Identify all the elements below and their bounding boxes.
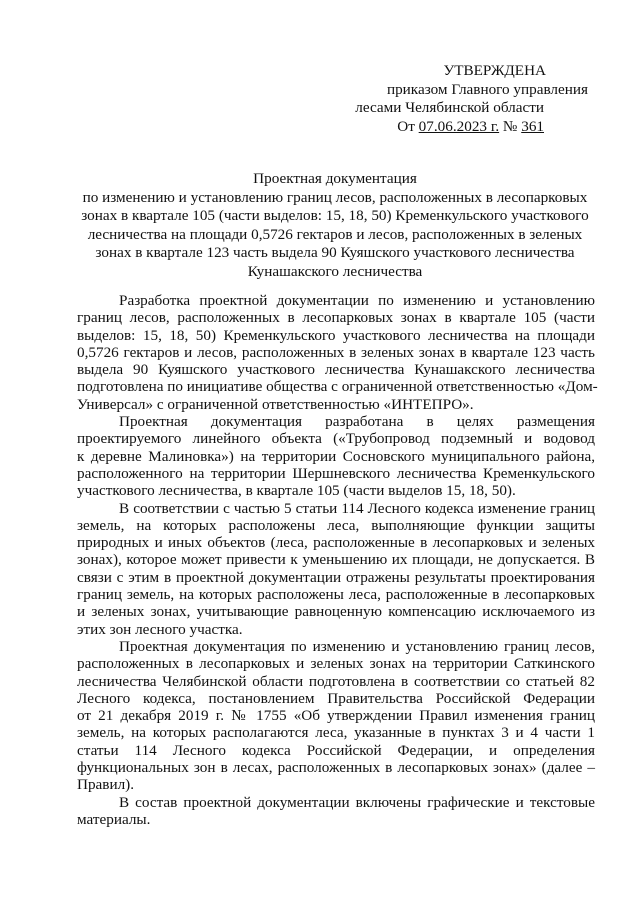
- paragraph-line: Правил).: [77, 776, 135, 794]
- paragraph-line: статьи 114 Лесного кодекса Российской Федерации, и определения: [77, 741, 595, 759]
- title-line: лесничества на площади 0,5726 гектаров и лесов, расположенных в зеленых: [87, 225, 583, 243]
- paragraph-line: Разработка проектной документации по изменению и установлению: [119, 292, 595, 309]
- approval-order-reference: [336, 118, 544, 137]
- title-line: Кунашакского лесничества: [247, 262, 423, 280]
- paragraph-line: участкового лесничества, в квартале 105 (части выделов 15, 18, 50).: [77, 482, 516, 500]
- paragraph-line: этих зон лесного участка.: [77, 620, 243, 638]
- paragraph-line: выделов: 15, 18, 50) Кременкульского участкового лесничества на площади: [77, 326, 595, 344]
- title-line: зонах в квартале 123 часть выдела 90 Куяшского участкового лесничества: [95, 244, 575, 261]
- paragraph-line: лесничества Челябинской области подготовлена в соответствии со статьей 82: [77, 672, 595, 690]
- paragraph-line: функциональных зон в лесах, расположенных в лесопарковых зонах» (далее –: [77, 759, 595, 777]
- paragraph-line: связи с этим в проектной документации отражены результаты проектирования: [77, 568, 595, 586]
- paragraph-line: Универсал» с ограниченной ответственностью «ИНТЕПРО».: [77, 395, 474, 413]
- document-body: [77, 292, 598, 828]
- approval-stamp: [336, 62, 596, 136]
- order-number-label: №: [499, 117, 522, 135]
- paragraph-line: и зеленых зонах, учитывающие равноценную компенсацию исключаемого из: [77, 603, 595, 621]
- paragraph-line: Проектная документация разработана в целях размещения: [119, 413, 595, 431]
- paragraph-line: зонах), которое может привести к уменьшению их площади, не допускается. В: [77, 551, 595, 569]
- paragraph-line: проектируемого линейного объекта («Трубопровод подземный и водовод: [77, 430, 595, 448]
- approval-line-authority: лесами Челябинской области: [355, 99, 544, 116]
- paragraph-line: земель, на которых расположены леса, выполняющие функции защиты: [77, 516, 595, 534]
- title-line: зонах в квартале 105 (части выделов: 15, 18, 50) Кременкульского участкового: [81, 207, 589, 224]
- approval-title: УТВЕРЖДЕНА: [443, 62, 546, 79]
- paragraph-line: от 21 декабря 2019 г. № 1755 «Об утверждении Правил изменения границ: [77, 707, 595, 725]
- paragraph-line: подготовлена по инициативе общества с ограниченной ответственностью «Дом-: [77, 378, 598, 396]
- paragraph-line: 0,5726 гектаров и лесов, расположенных в зеленых зонах в квартале 123 часть: [77, 343, 595, 361]
- paragraph-line: границ земель, на которых расположены леса, расположенные в лесопарковых: [77, 586, 595, 604]
- paragraph-line: земель, на которых располагаются леса, указанные в пунктах 3 и 4 части 1: [77, 724, 595, 742]
- paragraph-line: В соответствии с частью 5 статьи 114 Лесного кодекса изменение границ: [119, 499, 595, 517]
- paragraph-line: границ лесов, расположенных в лесопарковых зонах в квартале 105 (части: [77, 309, 595, 327]
- paragraph-line: расположенных в лесопарковых и зеленых зонах на территории Саткинского: [77, 655, 595, 673]
- paragraph-line: материалы.: [77, 810, 151, 828]
- paragraph-line: расположенного на территории Шершневского лесничества Кременкульского: [77, 464, 595, 482]
- paragraph-line: к деревне Малиновка») на территории Сосновского муниципального района,: [77, 447, 595, 465]
- order-number: 361: [521, 117, 544, 135]
- approval-line-order-by: приказом Главного управления: [386, 80, 588, 98]
- order-prefix: От: [397, 117, 419, 135]
- document-title: [75, 170, 595, 281]
- paragraph-line: выдела 90 Куяшского участкового лесничества Кунашакского лесничества: [77, 361, 595, 379]
- paragraph-line: Лесного кодекса, постановлением Правительства Российской Федерации: [77, 689, 595, 707]
- order-date: 07.06.2023 г.: [418, 117, 500, 135]
- paragraph-line: В состав проектной документации включены графические и текстовые: [119, 793, 595, 811]
- paragraph-line: Проектная документация по изменению и установлению границ лесов,: [119, 637, 595, 655]
- paragraph-line: природных и иных объектов (леса, расположенные в лесопарковых и зеленых: [77, 534, 595, 552]
- title-line: по изменению и установлению границ лесов, расположенных в лесопарковых: [82, 188, 588, 206]
- title-line: Проектная документация: [253, 170, 417, 187]
